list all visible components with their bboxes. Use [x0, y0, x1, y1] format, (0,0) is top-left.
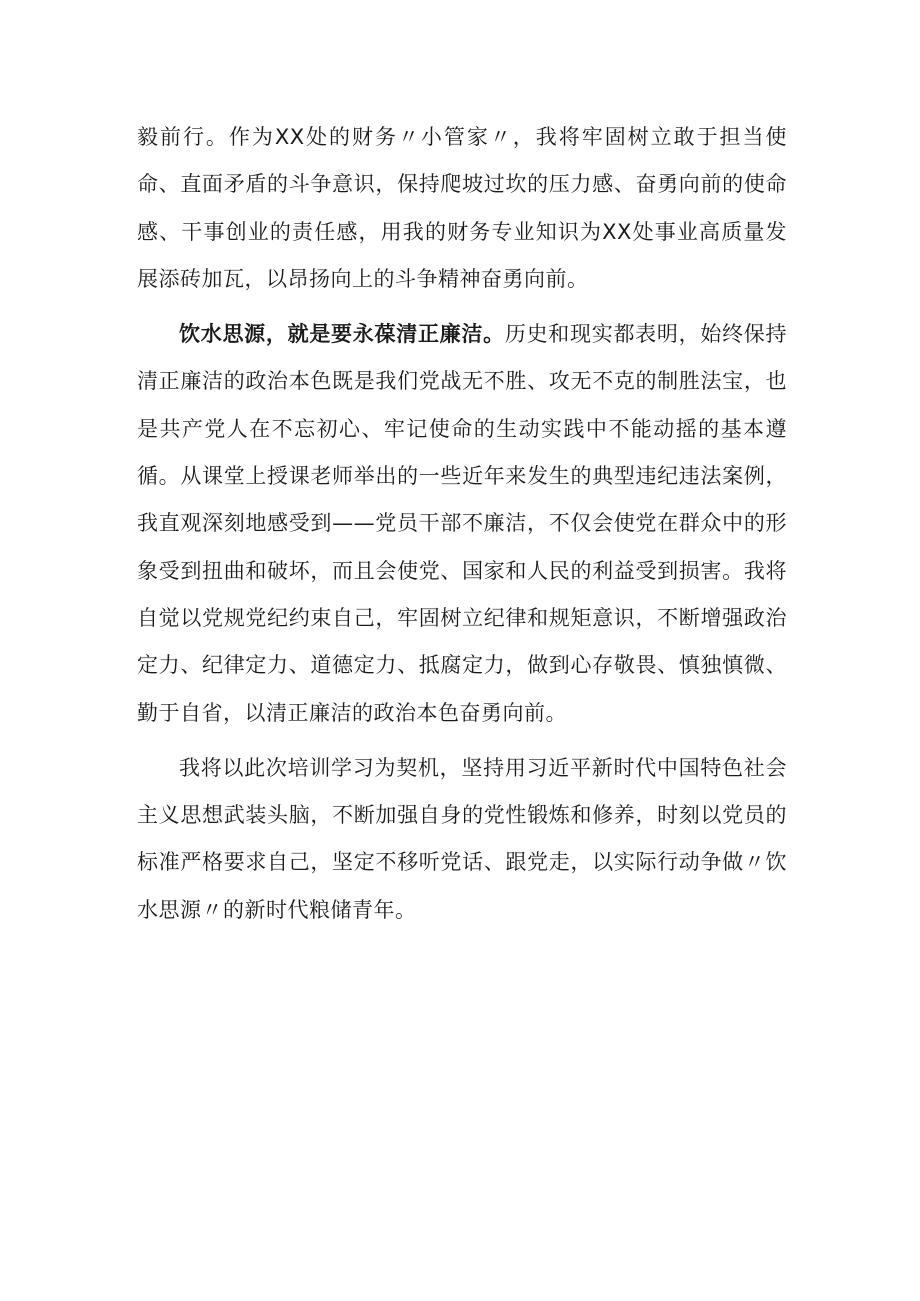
paragraph-continuation [137, 114, 787, 303]
paragraph-text: 毅前行。作为XX处的财务〃小管家〃，我将牢固树立敢于担当使命、直面矛盾的斗争意识，保持爬坡过坎的压力感、奋勇向前的使命感、干事创业的责任感，用我的财务专业知识为XX处事业高质量发展添砖加瓦，以昂扬向上的斗争精神奋勇向前。 [137, 125, 787, 291]
paragraph-text: 我将以此次培训学习为契机，坚持用习近平新时代中国特色社会主义思想武装头脑，不断加强自身的党性锻炼和修养，时刻以党员的标准严格要求自己，坚定不移听党话、跟党走，以实际行动争做〃饮水思源〃的新时代粮储青年。 [137, 755, 787, 922]
paragraph-lead-heading: 饮水思源，就是要永葆清正廉洁。 [179, 322, 505, 347]
paragraph-integrity [137, 311, 787, 737]
paragraph-conclusion [137, 745, 787, 934]
paragraph-text: 历史和现实都表明，始终保持清正廉洁的政治本色既是我们党战无不胜、攻无不克的制胜法宝，也是共产党人在不忘初心、牢记使命的生动实践中不能动摇的基本遵循。从课堂上授课老师举出的一些近年来发生的典型违纪违法案例，我直观深刻地感受到——党员干部不廉洁，不仅会使党在群众中的形象受到扭曲和破坏，而且会使党、国家和人民的利益受到损害。我将自觉以党规党纪约束自己，牢固树立纪律和规矩意识，不断增强政治定力、纪律定力、道德定力、抵腐定力，做到心存敬畏、慎独慎微、勤于自省，以清正廉洁的政治本色奋勇向前。 [137, 322, 788, 725]
document-body [137, 114, 787, 942]
